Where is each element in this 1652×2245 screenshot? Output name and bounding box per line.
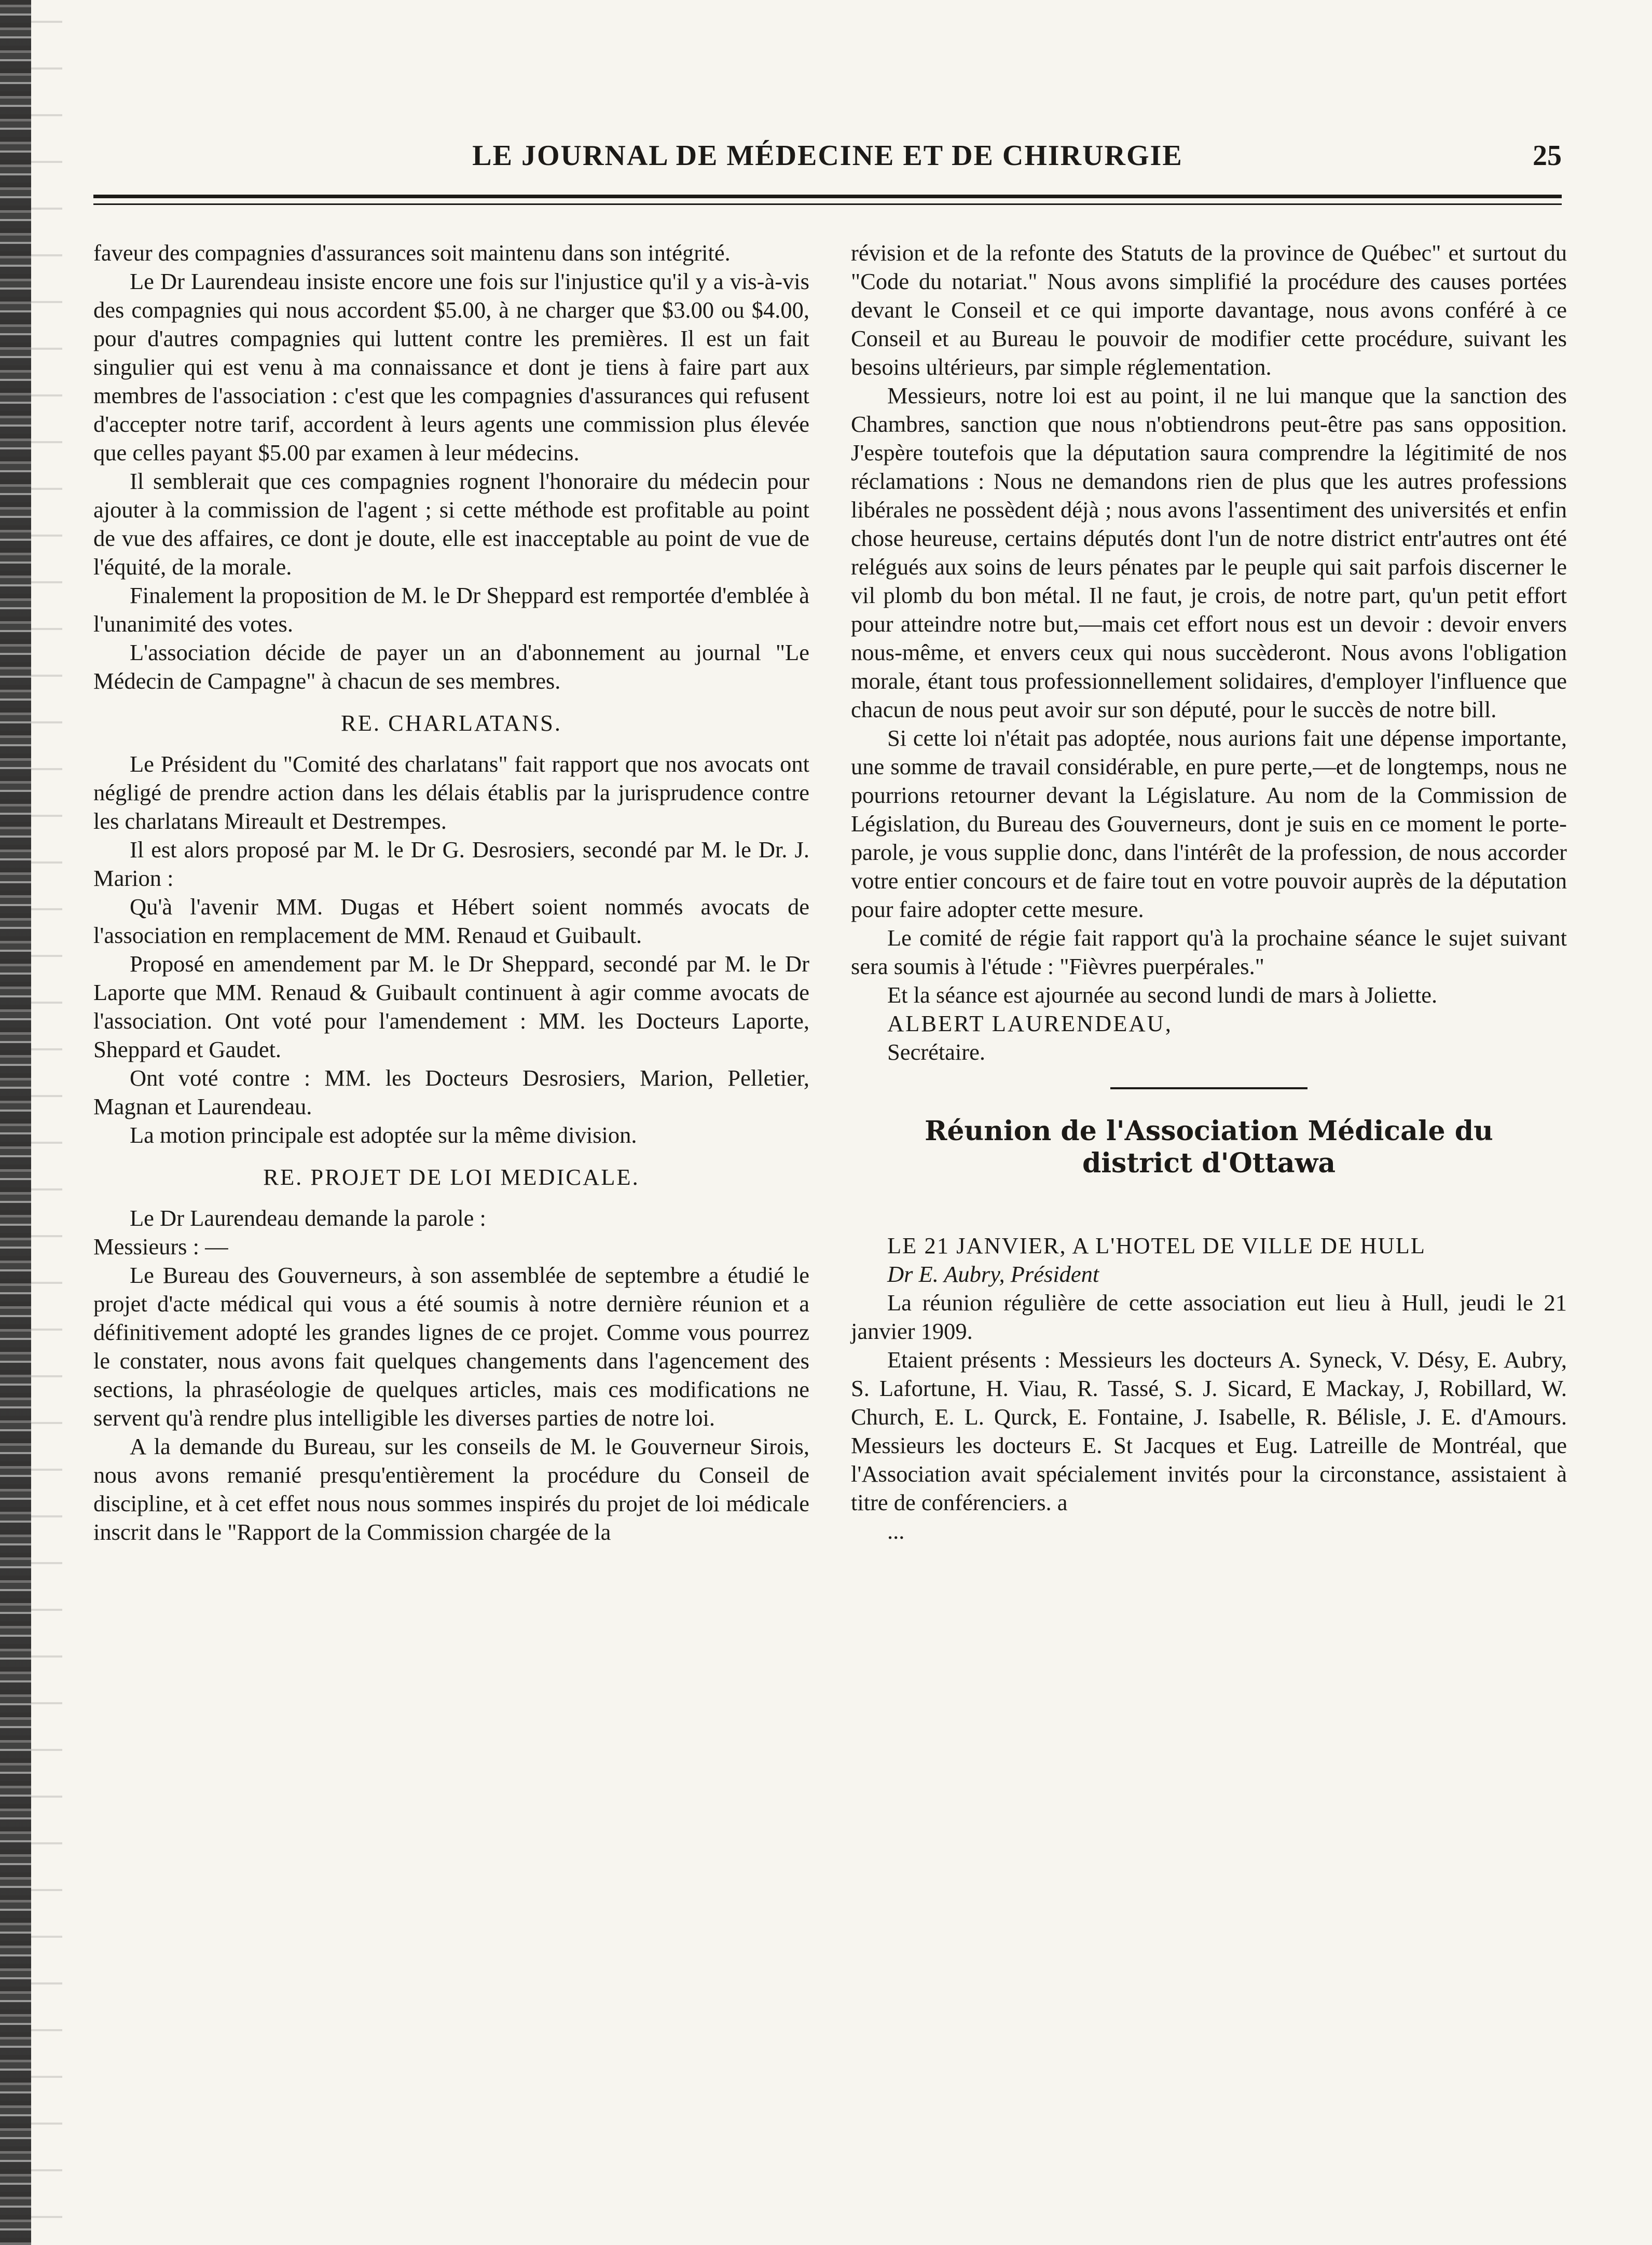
paragraph: révision et de la refonte des Statuts de la province de Québec" et surtout du "Code du notariat." Nous avons simplifié la procédure des causes portées devant le Conseil et ce qui importe davantage, nous avons conféré à ce Conseil et au Bureau le pouvoir de modifier cette procédure, suivant les besoins ultérieurs, par simple réglementation. bbox=[851, 240, 1567, 380]
scan-edge-shadow bbox=[0, 0, 31, 2245]
section-heading-charlatans: RE. CHARLATANS. bbox=[341, 710, 562, 736]
header-rule-thin bbox=[93, 203, 1562, 205]
right-column bbox=[851, 239, 1567, 1545]
paragraph: Et la séance est ajournée au second lundi de mars à Joliette. bbox=[887, 982, 1438, 1008]
dateline: LE 21 JANVIER, A L'HOTEL DE VILLE DE HULL bbox=[887, 1233, 1426, 1258]
paragraph: Proposé en amendement par M. le Dr Sheppard, secondé par M. le Dr Laporte que MM. Renaud & Guibault continuent à agir comme avocats de l'association. Ont voté pour l'amendement : MM. les Docteurs Laporte, Sheppard et Gaudet. bbox=[93, 951, 809, 1062]
article-title-line: district d'Ottawa bbox=[1082, 1147, 1336, 1179]
signature-title: Secrétaire. bbox=[887, 1039, 985, 1065]
paragraph: Il est alors proposé par M. le Dr G. Desrosiers, secondé par M. le Dr. J. Marion : bbox=[93, 837, 809, 891]
paragraph: Finalement la proposition de M. le Dr Sheppard est remportée d'emblée à l'unanimité des votes. bbox=[93, 582, 809, 637]
president-line: Dr E. Aubry, Président bbox=[887, 1261, 1099, 1287]
page-number: 25 bbox=[1533, 140, 1562, 172]
header-rule-thick bbox=[93, 195, 1562, 198]
paragraph: Etaient présents : Messieurs les docteurs A. Syneck, V. Désy, E. Aubry, S. Lafortune, H. Viau, R. Tassé, S. J. Sicard, E Mackay, J, Robillard, W. Church, E. L. Qurck, E. Fontaine, J. Isabelle, R. Bélisle, J. E. d'Amours. Messieurs les docteurs E. St Jacques et Eug. Latreille de Montréal, que l'Association avait spécialement invités pour la circonstance, assistaient à titre de conférenciers. a bbox=[851, 1347, 1567, 1515]
page-header bbox=[93, 130, 1562, 187]
scan-edge-speckle bbox=[31, 0, 62, 2245]
paragraph: Messieurs : — bbox=[93, 1234, 228, 1260]
paragraph: Le Dr Laurendeau demande la parole : bbox=[130, 1205, 486, 1231]
ellipsis: ... bbox=[887, 1518, 905, 1544]
paragraph: Le Bureau des Gouverneurs, à son assemblée de septembre a étudié le projet d'acte médical qui vous a été soumis à notre dernière réunion et a définitivement adopté les grandes lignes de ce projet. Comme vous pourrez le constater, nous avons fait quelques changements dans l'agencement des sections, la phraséologie de quelques articles, mais ces modifications ne servent qu'à rendre plus intelligible les diverses parties de notre loi. bbox=[93, 1262, 809, 1431]
paragraph: Messieurs, notre loi est au point, il ne lui manque que la sanction des Chambres, sanction que nous n'obtiendrons peut-être pas sans opposition. J'espère toutefois que la députation saura comprendre la légitimité de nos réclamations : Nous ne demandons rien de plus que les autres professions libérales ne possèdent déjà ; nous avons l'assentiment des universités et enfin chose heureuse, certains députés dont l'un de notre district entr'autres ont été relégués aux soins de leurs pénates par le peuple qui sait parfois discerner le vil plomb du bon métal. Il ne faut, je crois, de notre part, qu'un petit effort pour atteindre notre but,—mais cet effort nous est un devoir : devoir envers nous-même, et envers ceux qui nous succèderont. Nous avons l'obligation morale, étant tous professionnellement solidaires, d'employer l'influence que chacun de nous peut avoir sur son député, pour le succès de notre bill. bbox=[851, 382, 1567, 722]
paragraph: Qu'à l'avenir MM. Dugas et Hébert soient nommés avocats de l'association en remplacement de MM. Renaud et Guibault. bbox=[93, 894, 809, 948]
signature-name: ALBERT LAURENDEAU, bbox=[887, 1010, 1173, 1036]
paragraph: Si cette loi n'était pas adoptée, nous aurions fait une dépense importante, une somme de travail considérable, en pure perte,—et de longtemps, nous ne pourrions retourner devant la Législature. Au nom de la Commission de Législation, du Bureau des Gouverneurs, dont je suis en ce moment le porte-parole, je vous supplie donc, dans l'intérêt de la profession, de nous accorder votre entier concours et de faire tout en votre pouvoir auprès de la députation pour faire adopter cette mesure. bbox=[851, 725, 1567, 922]
paragraph: L'association décide de payer un an d'abonnement au journal "Le Médecin de Campagne" à chacun de ses membres. bbox=[93, 639, 809, 694]
left-column bbox=[93, 239, 809, 1546]
article-title bbox=[851, 1115, 1567, 1180]
paragraph: Il semblerait que ces compagnies rognent l'honoraire du médecin pour ajouter à la commission de l'agent ; si cette méthode est profitable au point de vue des affaires, ce dont je doute, elle est inacceptable au point de vue de l'équité, de la morale. bbox=[93, 468, 809, 580]
paragraph: Le Dr Laurendeau insiste encore une fois sur l'injustice qu'il y a vis-à-vis des compagnies qui nous accordent $5.00, à ne charger que $3.00 ou $4.00, pour d'autres compagnies qui luttent contre les premières. Il est un fait singulier qui est venu à ma connaissance et dont je tiens à faire part aux membres de l'association : c'est que les compagnies d'assurances qui refusent d'accepter notre tarif, accordent à leurs agents une commission plus élevée que celles payant $5.00 par examen à leur médecins. bbox=[93, 268, 809, 466]
running-title: LE JOURNAL DE MÉDECINE ET DE CHIRURGIE bbox=[472, 140, 1183, 172]
article-title-line: Réunion de l'Association Médicale du bbox=[925, 1115, 1493, 1147]
article-divider bbox=[1110, 1087, 1307, 1089]
paragraph: Ont voté contre : MM. les Docteurs Desrosiers, Marion, Pelletier, Magnan et Laurendeau. bbox=[93, 1065, 809, 1119]
section-heading-projet-de-loi: RE. PROJET DE LOI MEDICALE. bbox=[263, 1164, 640, 1190]
paragraph: A la demande du Bureau, sur les conseils de M. le Gouverneur Sirois, nous avons remanié presqu'entièrement la procédure du Conseil de discipline, et à cet effet nous nous sommes inspirés du projet de loi médicale inscrit dans le "Rapport de la Commission chargée de la bbox=[93, 1433, 809, 1545]
paragraph: La réunion régulière de cette association eut lieu à Hull, jeudi le 21 janvier 1909. bbox=[851, 1290, 1567, 1344]
paragraph: Le Président du "Comité des charlatans" fait rapport que nos avocats ont négligé de prendre action dans les délais établis par la jurisprudence contre les charlatans Mireault et Destrempes. bbox=[93, 751, 809, 834]
paragraph: Le comité de régie fait rapport qu'à la prochaine séance le sujet suivant sera soumis à l'étude : "Fièvres puerpérales." bbox=[851, 925, 1567, 979]
paragraph: La motion principale est adoptée sur la même division. bbox=[130, 1122, 637, 1148]
paragraph: faveur des compagnies d'assurances soit maintenu dans son intégrité. bbox=[93, 240, 731, 266]
